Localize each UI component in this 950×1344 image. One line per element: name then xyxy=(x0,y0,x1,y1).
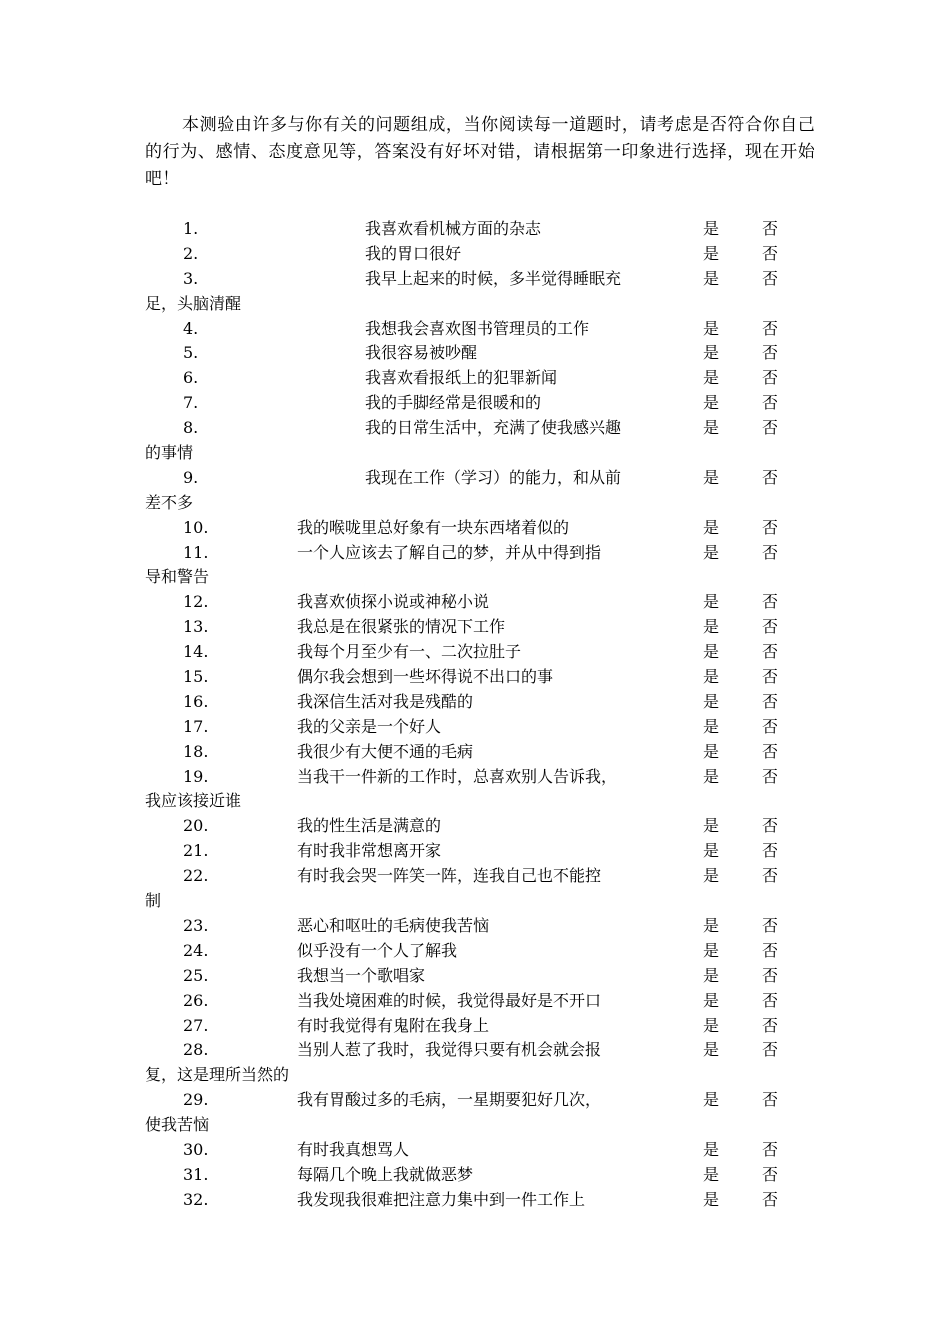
question-text-continuation: 我应该接近谁 xyxy=(145,791,242,811)
question-text: 似乎没有一个人了解我 xyxy=(297,940,458,960)
question-number: 27. xyxy=(183,1015,209,1035)
yes-option[interactable]: 是 xyxy=(703,268,720,288)
question-number: 10. xyxy=(183,517,209,537)
yes-option[interactable]: 是 xyxy=(703,940,720,960)
question-item xyxy=(145,391,815,416)
no-option[interactable]: 否 xyxy=(762,343,779,363)
question-item xyxy=(145,939,815,964)
yes-option[interactable]: 是 xyxy=(703,542,720,562)
questionnaire-page xyxy=(145,112,815,1213)
question-number: 31. xyxy=(183,1164,209,1184)
question-number: 16. xyxy=(183,691,209,711)
question-number: 8. xyxy=(183,418,199,438)
question-text: 我有胃酸过多的毛病，一星期要犯好几次， xyxy=(297,1090,602,1110)
question-number: 12. xyxy=(183,592,209,612)
question-text: 当别人惹了我时，我觉得只要有机会就会报 xyxy=(297,1040,602,1060)
question-row xyxy=(145,1188,815,1213)
no-option[interactable]: 否 xyxy=(762,915,779,935)
yes-option[interactable]: 是 xyxy=(703,766,720,786)
yes-option[interactable]: 是 xyxy=(703,741,720,761)
question-item xyxy=(145,839,815,864)
question-item xyxy=(145,665,815,690)
question-item xyxy=(145,690,815,715)
no-option[interactable]: 否 xyxy=(762,542,779,562)
question-text: 当我干一件新的工作时，总喜欢别人告诉我， xyxy=(297,766,618,786)
question-text: 有时我会哭一阵笑一阵，连我自己也不能控 xyxy=(297,866,602,886)
question-row xyxy=(145,814,815,839)
question-text: 我总是在很紧张的情况下工作 xyxy=(297,617,506,637)
question-row xyxy=(145,541,815,566)
question-item xyxy=(145,242,815,267)
yes-option[interactable]: 是 xyxy=(703,1090,720,1110)
question-item xyxy=(145,640,815,665)
question-number: 29. xyxy=(183,1090,209,1110)
question-item xyxy=(145,740,815,765)
question-text: 有时我真想骂人 xyxy=(297,1139,410,1159)
question-text-continuation: 复，这是理所当然的 xyxy=(145,1065,290,1085)
question-text: 一个人应该去了解自己的梦，并从中得到指 xyxy=(297,542,602,562)
question-number: 21. xyxy=(183,841,209,861)
no-option[interactable]: 否 xyxy=(762,642,779,662)
yes-option[interactable]: 是 xyxy=(703,243,720,263)
question-text: 当我处境困难的时候，我觉得最好是不开口 xyxy=(297,990,602,1010)
question-text: 我喜欢侦探小说或神秘小说 xyxy=(297,592,490,612)
question-number: 22. xyxy=(183,866,209,886)
question-row xyxy=(145,267,815,292)
question-row xyxy=(145,640,815,665)
no-option[interactable]: 否 xyxy=(762,517,779,537)
question-row xyxy=(145,1014,815,1039)
question-item xyxy=(145,715,815,740)
question-item xyxy=(145,466,815,516)
yes-option[interactable]: 是 xyxy=(703,642,720,662)
question-number: 4. xyxy=(183,318,199,338)
no-option[interactable]: 否 xyxy=(762,318,779,338)
question-item xyxy=(145,341,815,366)
no-option[interactable]: 否 xyxy=(762,841,779,861)
question-text-continuation: 的事情 xyxy=(145,443,194,463)
question-number: 19. xyxy=(183,766,209,786)
question-item xyxy=(145,989,815,1014)
question-text: 我的性生活是满意的 xyxy=(297,816,442,836)
no-option[interactable]: 否 xyxy=(762,766,779,786)
question-item xyxy=(145,516,815,541)
question-item xyxy=(145,765,815,815)
question-row xyxy=(145,839,815,864)
question-item xyxy=(145,964,815,989)
question-item xyxy=(145,1188,815,1213)
yes-option[interactable]: 是 xyxy=(703,816,720,836)
question-row xyxy=(145,590,815,615)
question-text: 偶尔我会想到一些坏得说不出口的事 xyxy=(297,667,554,687)
yes-option[interactable]: 是 xyxy=(703,667,720,687)
question-item xyxy=(145,217,815,242)
yes-option[interactable]: 是 xyxy=(703,467,720,487)
question-row xyxy=(145,217,815,242)
question-row xyxy=(145,715,815,740)
question-row xyxy=(145,615,815,640)
yes-option[interactable]: 是 xyxy=(703,368,720,388)
question-text-continuation: 导和警告 xyxy=(145,567,210,587)
yes-option[interactable]: 是 xyxy=(703,691,720,711)
yes-option[interactable]: 是 xyxy=(703,418,720,438)
question-text: 我喜欢看报纸上的犯罪新闻 xyxy=(365,368,558,388)
question-row xyxy=(145,391,815,416)
question-number: 1. xyxy=(183,219,199,238)
no-option[interactable]: 否 xyxy=(762,1015,779,1035)
yes-option[interactable]: 是 xyxy=(703,517,720,537)
no-option[interactable]: 否 xyxy=(762,741,779,761)
question-number: 15. xyxy=(183,667,209,687)
question-text: 我每个月至少有一、二次拉肚子 xyxy=(297,642,522,662)
question-item xyxy=(145,267,815,317)
question-number: 5. xyxy=(183,343,199,363)
question-text: 我的喉咙里总好象有一块东西堵着似的 xyxy=(297,517,570,537)
question-number: 6. xyxy=(183,368,199,388)
question-item xyxy=(145,1014,815,1039)
no-option[interactable]: 否 xyxy=(762,368,779,388)
no-option[interactable]: 否 xyxy=(762,1189,779,1209)
question-item xyxy=(145,864,815,914)
no-option[interactable]: 否 xyxy=(762,990,779,1010)
yes-option[interactable]: 是 xyxy=(703,866,720,886)
question-number: 24. xyxy=(183,940,209,960)
question-number: 30. xyxy=(183,1139,209,1159)
question-text: 有时我觉得有鬼附在我身上 xyxy=(297,1015,490,1035)
question-number: 17. xyxy=(183,716,209,736)
no-option[interactable]: 否 xyxy=(762,617,779,637)
yes-option[interactable]: 是 xyxy=(703,716,720,736)
question-row xyxy=(145,1088,815,1113)
question-row xyxy=(145,516,815,541)
yes-option[interactable]: 是 xyxy=(703,915,720,935)
question-row xyxy=(145,416,815,441)
question-text: 我很少有大便不通的毛病 xyxy=(297,741,474,761)
no-option[interactable]: 否 xyxy=(762,866,779,886)
question-row xyxy=(145,964,815,989)
question-text: 我发现我很难把注意力集中到一件工作上 xyxy=(297,1189,586,1209)
question-number: 7. xyxy=(183,393,199,413)
question-text-continuation: 差不多 xyxy=(145,492,194,512)
question-row xyxy=(145,466,815,491)
question-text: 我早上起来的时候，多半觉得睡眠充 xyxy=(365,268,622,288)
question-text: 有时我非常想离开家 xyxy=(297,841,442,861)
no-option[interactable]: 否 xyxy=(762,1040,779,1060)
no-option[interactable]: 否 xyxy=(762,1090,779,1110)
question-text: 我喜欢看机械方面的杂志 xyxy=(365,219,542,238)
question-row xyxy=(145,914,815,939)
yes-option[interactable]: 是 xyxy=(703,343,720,363)
no-option[interactable]: 否 xyxy=(762,716,779,736)
question-text: 我的日常生活中，充满了使我感兴趣 xyxy=(365,418,622,438)
question-row xyxy=(145,242,815,267)
question-number: 23. xyxy=(183,915,209,935)
question-number: 3. xyxy=(183,268,199,288)
question-row xyxy=(145,366,815,391)
question-row xyxy=(145,765,815,790)
no-option[interactable]: 否 xyxy=(762,965,779,985)
question-item xyxy=(145,615,815,640)
question-row xyxy=(145,1163,815,1188)
no-option[interactable]: 否 xyxy=(762,393,779,413)
yes-option[interactable]: 是 xyxy=(703,592,720,612)
no-option[interactable]: 否 xyxy=(762,816,779,836)
no-option[interactable]: 否 xyxy=(762,592,779,612)
question-item xyxy=(145,814,815,839)
no-option[interactable]: 否 xyxy=(762,219,779,238)
question-text-continuation: 使我苦恼 xyxy=(145,1115,210,1135)
question-text: 我的手脚经常是很暖和的 xyxy=(365,393,542,413)
yes-option[interactable]: 是 xyxy=(703,1139,720,1159)
yes-option[interactable]: 是 xyxy=(703,219,720,238)
yes-option[interactable]: 是 xyxy=(703,1015,720,1035)
question-text: 每隔几个晚上我就做恶梦 xyxy=(297,1164,474,1184)
question-item xyxy=(145,317,815,342)
question-item xyxy=(145,1138,815,1163)
question-number: 11. xyxy=(183,542,209,562)
question-row xyxy=(145,939,815,964)
question-row xyxy=(145,864,815,889)
question-row xyxy=(145,665,815,690)
yes-option[interactable]: 是 xyxy=(703,841,720,861)
question-number: 28. xyxy=(183,1040,209,1060)
question-text: 我的父亲是一个好人 xyxy=(297,716,442,736)
question-item xyxy=(145,914,815,939)
yes-option[interactable]: 是 xyxy=(703,1189,720,1209)
question-number: 14. xyxy=(183,642,209,662)
yes-option[interactable]: 是 xyxy=(703,965,720,985)
question-row xyxy=(145,317,815,342)
question-row xyxy=(145,1138,815,1163)
intro-paragraph: 本测验由许多与你有关的问题组成，当你阅读每一道题时，请考虑是否符合你自己的行为、感情、态度意见等，答案没有好坏对错，请根据第一印象进行选择，现在开始吧！ xyxy=(145,115,815,189)
question-item xyxy=(145,416,815,466)
question-text: 恶心和呕吐的毛病使我苦恼 xyxy=(297,915,490,935)
yes-option[interactable]: 是 xyxy=(703,1164,720,1184)
question-text: 我现在工作（学习）的能力，和从前 xyxy=(365,467,622,487)
question-number: 26. xyxy=(183,990,209,1010)
question-row xyxy=(145,1038,815,1063)
question-number: 13. xyxy=(183,617,209,637)
question-item xyxy=(145,541,815,591)
no-option[interactable]: 否 xyxy=(762,1164,779,1184)
yes-option[interactable]: 是 xyxy=(703,1040,720,1060)
no-option[interactable]: 否 xyxy=(762,243,779,263)
question-row xyxy=(145,341,815,366)
question-item xyxy=(145,366,815,391)
yes-option[interactable]: 是 xyxy=(703,393,720,413)
question-number: 9. xyxy=(183,467,199,487)
question-item xyxy=(145,1038,815,1088)
question-row xyxy=(145,989,815,1014)
question-item xyxy=(145,590,815,615)
question-list xyxy=(145,217,815,1213)
question-row xyxy=(145,740,815,765)
no-option[interactable]: 否 xyxy=(762,418,779,438)
question-text: 我很容易被吵醒 xyxy=(365,343,478,363)
question-number: 20. xyxy=(183,816,209,836)
no-option[interactable]: 否 xyxy=(762,691,779,711)
question-text: 我深信生活对我是残酷的 xyxy=(297,691,474,711)
question-number: 18. xyxy=(183,741,209,761)
question-text: 我想我会喜欢图书管理员的工作 xyxy=(365,318,590,338)
no-option[interactable]: 否 xyxy=(762,268,779,288)
question-text: 我的胃口很好 xyxy=(365,243,462,263)
question-text-continuation: 足，头脑清醒 xyxy=(145,293,242,313)
yes-option[interactable]: 是 xyxy=(703,990,720,1010)
no-option[interactable]: 否 xyxy=(762,1139,779,1159)
question-row xyxy=(145,690,815,715)
question-item xyxy=(145,1163,815,1188)
question-number: 25. xyxy=(183,965,209,985)
question-number: 32. xyxy=(183,1189,209,1209)
no-option[interactable]: 否 xyxy=(762,940,779,960)
no-option[interactable]: 否 xyxy=(762,667,779,687)
question-item xyxy=(145,1088,815,1138)
question-text-continuation: 制 xyxy=(145,891,162,911)
yes-option[interactable]: 是 xyxy=(703,617,720,637)
no-option[interactable]: 否 xyxy=(762,467,779,487)
question-text: 我想当一个歌唱家 xyxy=(297,965,426,985)
yes-option[interactable]: 是 xyxy=(703,318,720,338)
question-number: 2. xyxy=(183,243,199,263)
